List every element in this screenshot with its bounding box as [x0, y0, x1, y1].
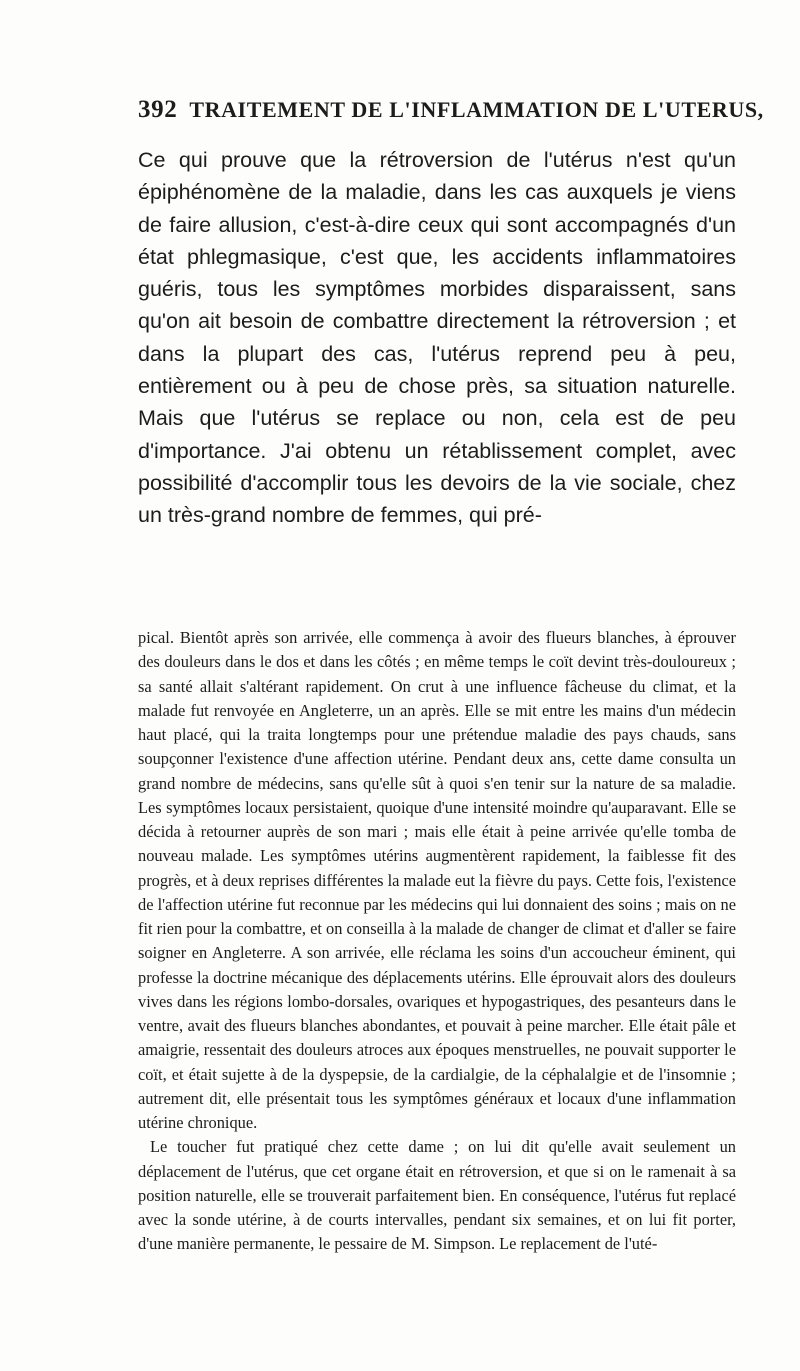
main-paragraph: Ce qui prouve que la rétroversion de l'utérus n'est qu'un épiphénomène de la maladie, dans les cas auxquels je viens de faire allusion, c'est-à-dire ceux qui sont accompagnés d'un état phlegmasique, c'est que, les accidents inflammatoires guéris, tous les symptômes morbides disparaissent, sans qu'on ait besoin de combattre directement la rétroversion ; et dans la plupart des cas, l'utérus reprend peu à peu, entièrement ou à peu de chose près, sa situation naturelle. Mais que l'utérus se replace ou non, cela est de peu d'importance. J'ai obtenu un rétablissement complet, avec possibilité d'accomplir tous les devoirs de la vie sociale, chez un très-grand nombre de femmes, qui pré-: [138, 148, 736, 528]
case-paragraph-1: pical. Bientôt après son arrivée, elle commença à avoir des flueurs blanches, à éprouver des douleurs dans le dos et dans les côtés ; en même temps le coït devint très-douloureux ; sa santé allait s'altérant rapidement. On crut à une influence fâcheuse du climat, et la malade fut renvoyée en Angleterre, un an après. Elle se mit entre les mains d'un médecin haut placé, qui la traita longtemps pour une prétendue maladie des pays chauds, sans soupçonner l'existence d'une affection utérine. Pendant deux ans, cette dame consulta un grand nombre de médecins, sans qu'elle sût à quoi s'en tenir sur la nature de sa maladie. Les symptômes locaux persistaient, quoique d'une intensité moindre qu'auparavant. Elle se décida à retourner auprès de son mari ; mais elle était à peine arrivée qu'elle tomba de nouveau malade. Les symptômes utérins augmentèrent rapidement, la faiblesse fit des progrès, et à deux reprises différentes la malade eut la fièvre du pays. Cette fois, l'existence de l'affection utérine fut reconnue par les médecins qui lui donnaient des soins ; mais on ne fit rien pour la combattre, et on conseilla à la malade de changer de climat et d'aller se faire soigner en Angleterre. A son arrivée, elle réclama les soins d'un accoucheur éminent, qui professe la doctrine mécanique des déplacements utérins. Elle éprouvait alors des douleurs vives dans les régions lombo-dorsales, ovariques et hypogastriques, des pesanteurs dans le ventre, avait des flueurs blanches abondantes, et pouvait à peine marcher. Elle était pâle et amaigrie, ressentait des douleurs atroces aux époques menstruelles, ne pouvait supporter le coït, et était sujette à de la dyspepsie, de la cardialgie, de la céphalalgie et de l'insomnie ; autrement dit, elle présentait tous les symptômes généraux et locaux d'une inflammation utérine chronique.: [138, 628, 736, 1132]
case-report: [138, 626, 736, 1257]
case-paragraph-2: Le toucher fut pratiqué chez cette dame ; on lui dit qu'elle avait seulement un déplacement de l'utérus, que cet organe était en rétroversion, et que si on le ramenait à sa position naturelle, elle se trouverait parfaitement bien. En conséquence, l'utérus fut replacé avec la sonde utérine, à de courts intervalles, pendant six semaines, et on lui fit porter, d'une manière permanente, le pessaire de M. Simpson. Le replacement de l'uté-: [138, 1137, 736, 1254]
running-head: [138, 96, 764, 126]
running-title: TRAITEMENT DE L'INFLAMMATION DE L'UTERUS,: [189, 97, 764, 122]
page-number: 392: [138, 96, 178, 123]
